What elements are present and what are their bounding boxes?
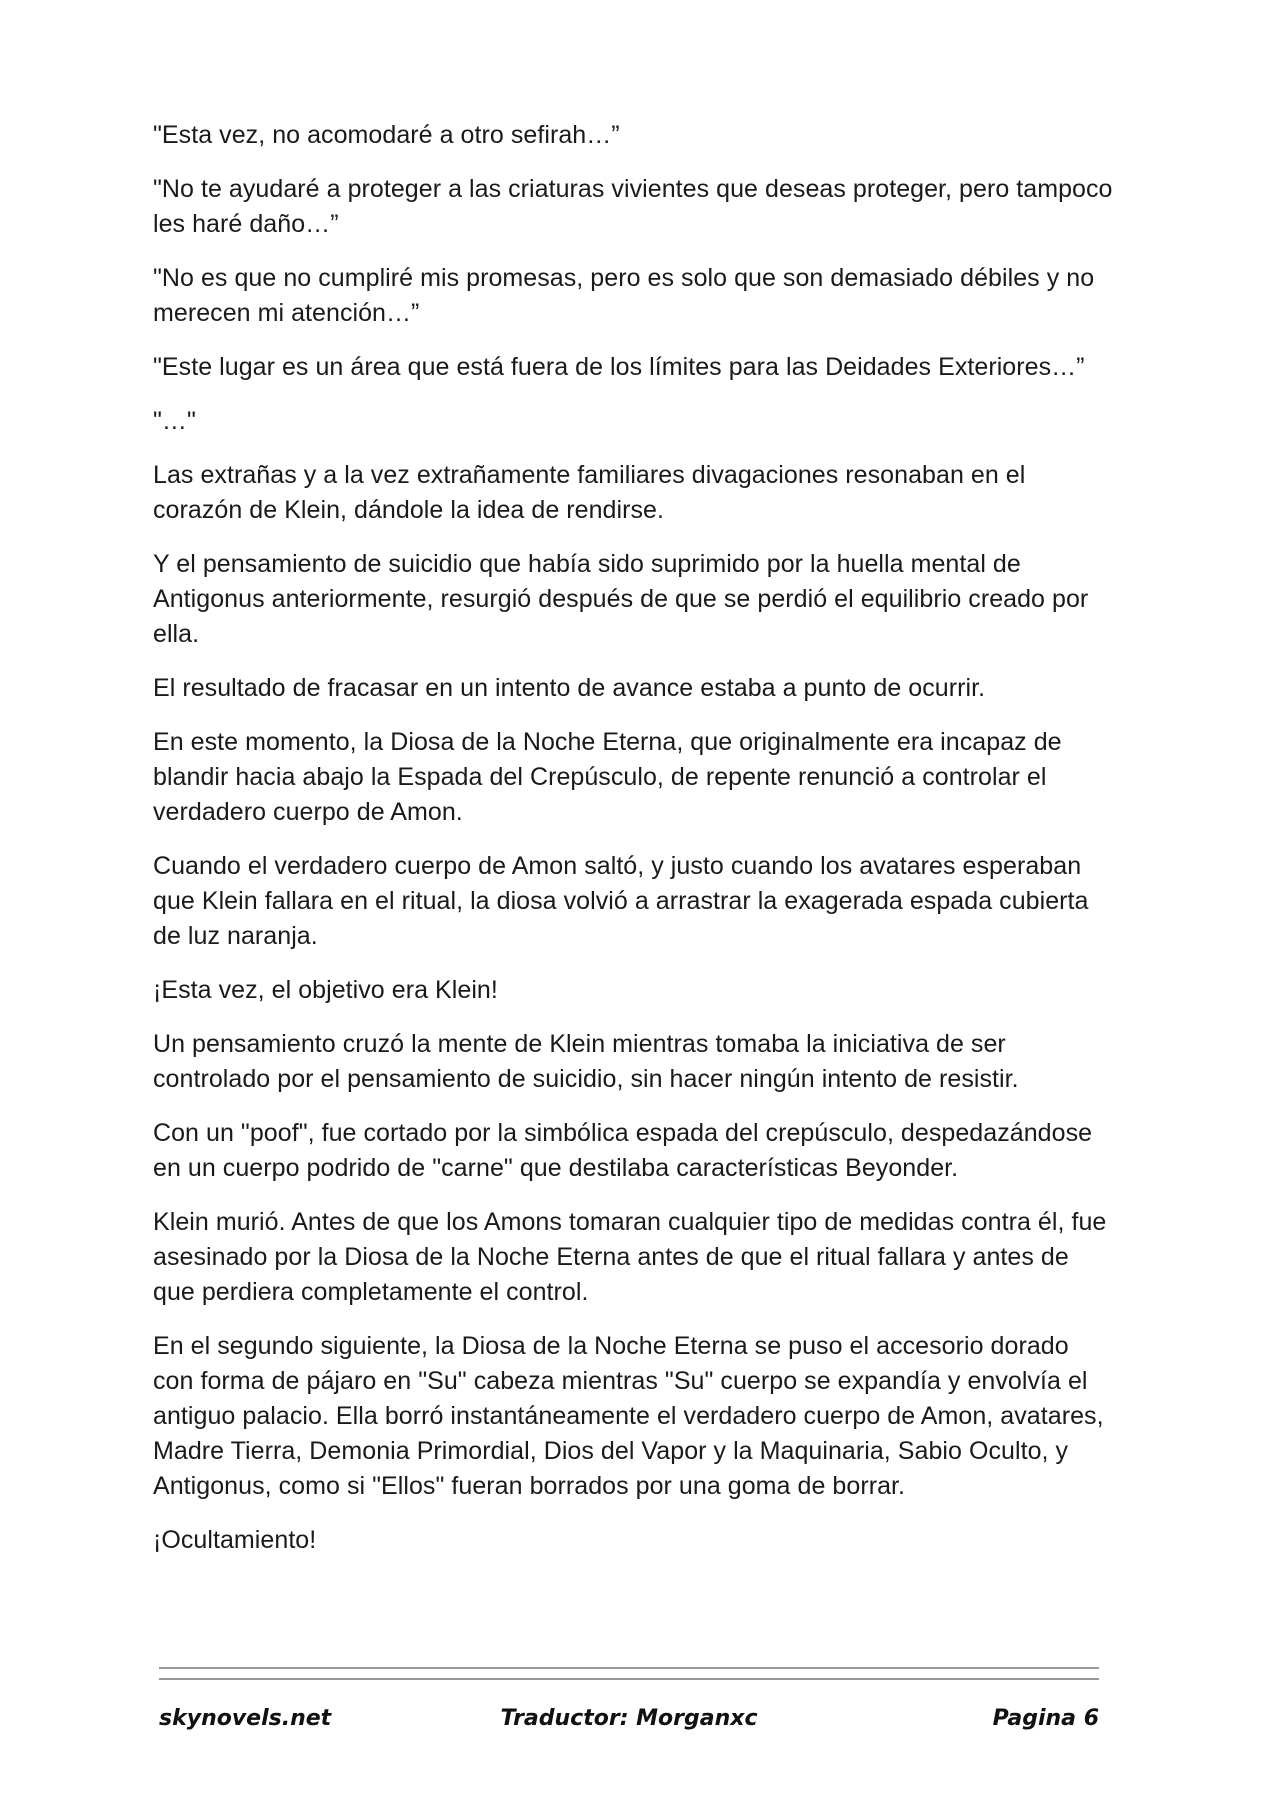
page-footer — [159, 1706, 1099, 1742]
footer-divider-bottom — [159, 1678, 1099, 1680]
paragraph: "No es que no cumpliré mis promesas, pero es solo que son demasiado débiles y no merecen mi atención…” — [153, 264, 1095, 327]
footer-page-number: Pagina 6 — [992, 1706, 1099, 1731]
paragraph: Y el pensamiento de suicidio que había sido suprimido por la huella mental de Antigonus anteriormente, resurgió después de que se perdió el equilibrio creado por ella. — [153, 550, 1089, 648]
paragraph: "Este lugar es un área que está fuera de los límites para las Deidades Exteriores…” — [153, 353, 1085, 381]
paragraph: "Esta vez, no acomodaré a otro sefirah…” — [153, 121, 620, 149]
body-text — [153, 118, 1113, 1577]
footer-translator: Traductor: Morganxc — [500, 1706, 758, 1731]
footer-divider-top — [159, 1667, 1099, 1669]
paragraph: ¡Esta vez, el objetivo era Klein! — [153, 976, 498, 1004]
paragraph: El resultado de fracasar en un intento de avance estaba a punto de ocurrir. — [153, 674, 986, 702]
paragraph: En este momento, la Diosa de la Noche Eterna, que originalmente era incapaz de blandir hacia abajo la Espada del Crepúsculo, de repente renunció a controlar el verdadero cuerpo de Amon. — [153, 728, 1062, 826]
paragraph: Un pensamiento cruzó la mente de Klein mientras tomaba la iniciativa de ser controlado por el pensamiento de suicidio, sin hacer ningún intento de resistir. — [153, 1030, 1019, 1093]
paragraph: Klein murió. Antes de que los Amons tomaran cualquier tipo de medidas contra él, fue asesinado por la Diosa de la Noche Eterna antes de que el ritual fallara y antes de que perdiera completamente el control. — [153, 1208, 1107, 1306]
footer-site: skynovels.net — [159, 1706, 332, 1731]
paragraph: Las extrañas y a la vez extrañamente familiares divagaciones resonaban en el corazón de Klein, dándole la idea de rendirse. — [153, 461, 1026, 524]
paragraph: Cuando el verdadero cuerpo de Amon saltó, y justo cuando los avatares esperaban que Klein fallara en el ritual, la diosa volvió a arrastrar la exagerada espada cubierta de luz naranja. — [153, 852, 1089, 950]
paragraph: Con un "poof", fue cortado por la simbólica espada del crepúsculo, despedazándose en un cuerpo podrido de "carne" que destilaba características Beyonder. — [153, 1119, 1093, 1182]
paragraph: ¡Ocultamiento! — [153, 1526, 317, 1554]
paragraph: "No te ayudaré a proteger a las criaturas vivientes que deseas proteger, pero tampoco les haré daño…” — [153, 175, 1113, 238]
paragraph: En el segundo siguiente, la Diosa de la Noche Eterna se puso el accesorio dorado con forma de pájaro en "Su" cabeza mientras "Su" cuerpo se expandía y envolvía el antiguo palacio. Ella borró instantáneamente el verdadero cuerpo de Amon, avatares, Madre Tierra, Demonia Primordial, Dios del Vapor y la Maquinaria, Sabio Oculto, y Antigonus, como si "Ellos" fueran borrados por una goma de borrar. — [153, 1332, 1104, 1500]
paragraph: "…" — [153, 407, 196, 435]
